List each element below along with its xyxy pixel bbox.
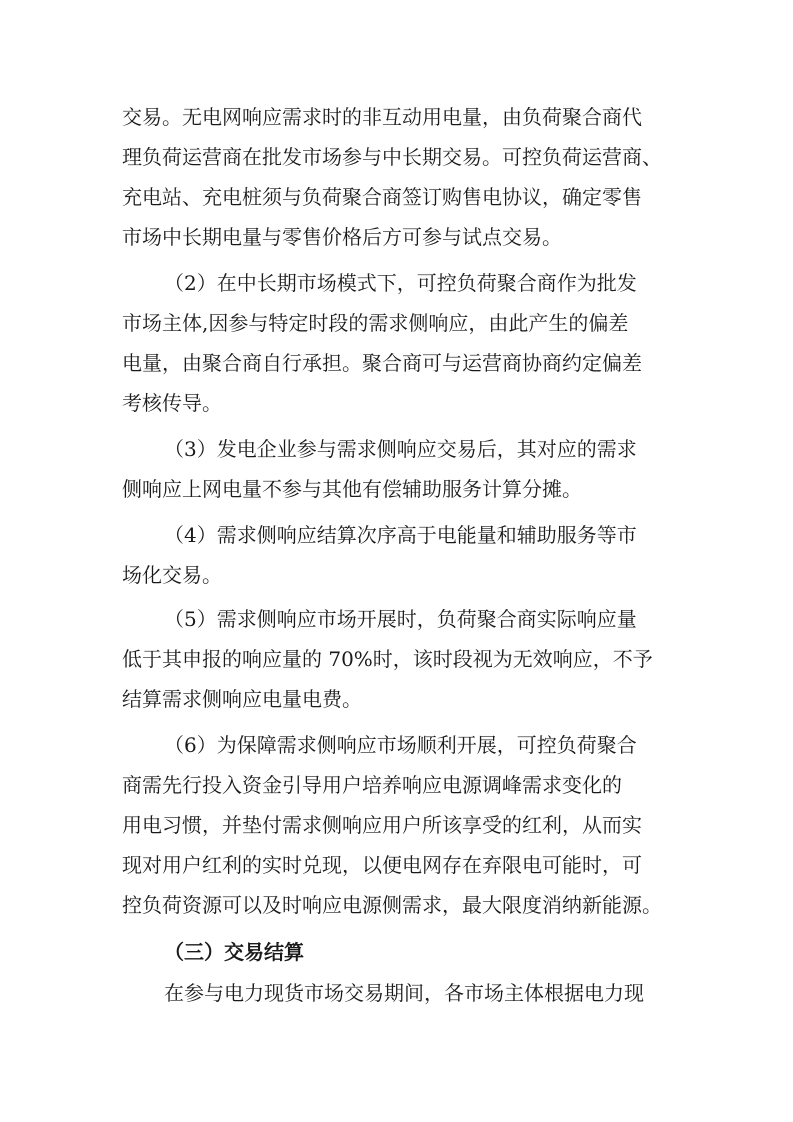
paragraph-line: 场化交易。 [122,563,222,587]
paragraph-line: 现对用户红利的实时兑现，以便电网存在弃限电可能时，可 [122,853,642,877]
paragraph-line: 侧响应上网电量不参与其他有偿辅助服务计算分摊。 [122,477,582,501]
paragraph-line: （2）在中长期市场模式下，可控负荷聚合商作为批发 [164,271,637,295]
paragraph-line: 低于其申报的响应量的 70%时，该时段视为无效响应，不予 [122,647,653,671]
paragraph-line: （3）发电企业参与需求侧响应交易后，其对应的需求 [164,437,637,461]
section-heading: （三）交易结算 [164,940,304,964]
paragraph-line: （4）需求侧响应结算次序高于电能量和辅助服务等市 [164,523,637,547]
paragraph-line: 考核传导。 [122,391,222,415]
paragraph-line: 市场主体,因参与特定时段的需求侧响应，由此产生的偏差 [122,311,629,335]
paragraph-line: （6）为保障需求侧响应市场顺利开展，可控负荷聚合 [164,733,637,757]
paragraph-line: 用电习惯，并垫付需求侧响应用户所该享受的红利，从而实 [122,813,642,837]
paragraph-line: 电量，由聚合商自行承担。聚合商可与运营商协商约定偏差 [122,351,642,375]
paragraph-line: 商需先行投入资金引导用户培养响应电源调峰需求变化的 [122,773,622,797]
paragraph-line: （5）需求侧响应市场开展时，负荷聚合商实际响应量 [164,607,637,631]
paragraph-line: 交易。无电网响应需求时的非互动用电量，由负荷聚合商代 [122,105,642,129]
paragraph-line: 控负荷资源可以及时响应电源侧需求，最大限度消纳新能源。 [122,893,662,917]
paragraph-line: 结算需求侧响应电量电费。 [122,687,362,711]
paragraph-line: 市场中长期电量与零售价格后方可参与试点交易。 [122,225,562,249]
paragraph-line: 理负荷运营商在批发市场参与中长期交易。可控负荷运营商、 [122,145,662,169]
paragraph-line: 在参与电力现货市场交易期间，各市场主体根据电力现 [164,981,644,1005]
paragraph-line: 充电站、充电桩须与负荷聚合商签订购售电协议，确定零售 [122,185,642,209]
